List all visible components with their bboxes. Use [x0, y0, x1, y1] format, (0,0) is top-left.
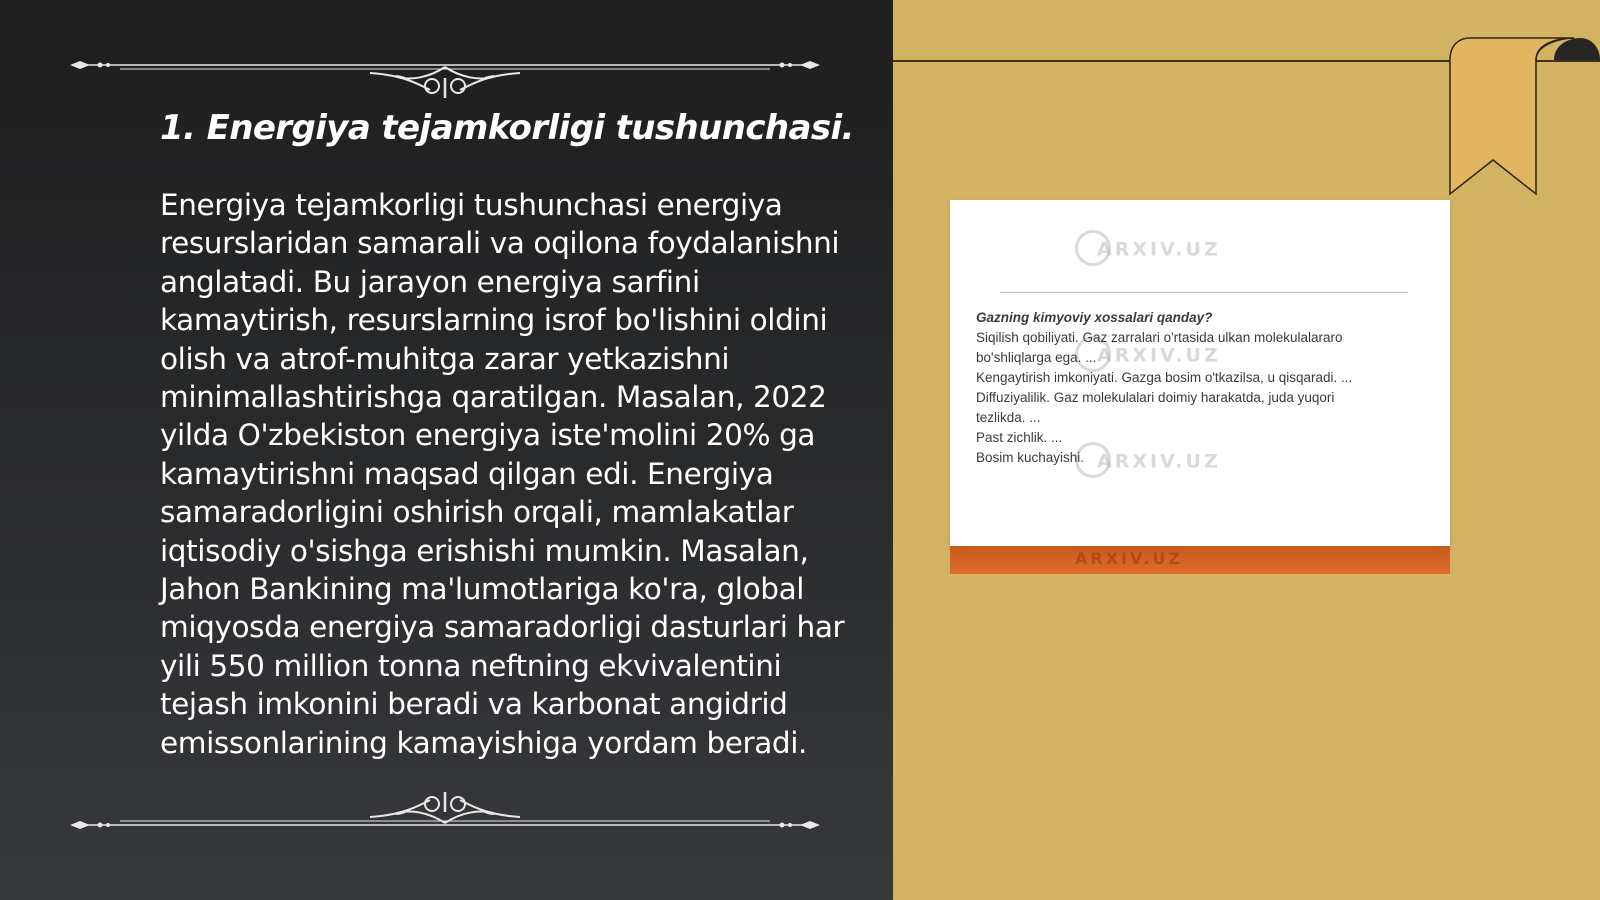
bottom-ornament-icon	[60, 780, 830, 840]
card-divider	[1000, 292, 1408, 293]
watermark-text: ARXIV.UZ	[1075, 549, 1183, 568]
card-line: Diffuziyalilik. Gaz molekulalari doimiy harakatda, juda yuqori	[976, 390, 1335, 405]
top-ornament-icon	[60, 40, 830, 100]
slide-body-text: Energiya tejamkorligi tushunchasi energiya resurslaridan samarali va oqilona foydalanishni anglatadi. Bu jarayon energiya sarfini kamaytirish, resurslarning isrof bo'lishini oldini olish va atrof-muhitga zarar yetkazishni minimallashtirishga qaratilgan. Masalan, 2022 yilda O'zbekiston energiya iste'molini 20% ga kamaytirishni maqsad qilgan edi. Energiya samaradorligini oshirish orqali, mamlakatlar iqtisodiy o'sishga erishishi mumkin. Masalan, Jahon Bankining ma'lumotlariga ko'ra, global miqyosda energiya samaradorligi dasturlari har yili 550 million tonna neftning ekvivalentini tejash imkonini beradi va karbonat angidrid emissonlarining kamayishiga yordam beradi.	[160, 188, 845, 760]
embedded-image-card	[950, 200, 1450, 546]
magnifier-icon	[1075, 230, 1111, 266]
slide-title: 1. Energiya tejamkorligi tushunchasi.	[160, 108, 854, 148]
card-line: Past zichlik. ...	[976, 430, 1063, 445]
card-heading: Gazning kimyoviy xossalari qanday?	[976, 310, 1213, 325]
card-footer-bar	[950, 546, 1450, 574]
card-line: tezlikda. ...	[976, 410, 1041, 425]
card-line: Bosim kuchayishi.	[976, 450, 1085, 465]
card-content	[976, 308, 1416, 468]
watermark-text: ARXIV.UZ	[1075, 338, 1221, 374]
watermark-text: ARXIV.UZ	[1075, 232, 1221, 268]
card-line: bo'shliqlarga ega. ...	[976, 350, 1097, 365]
watermark-text: ARXIV.UZ	[1075, 444, 1221, 480]
card-line: Siqilish qobiliyati. Gaz zarralari o'rtasida ulkan molekulalararo	[976, 330, 1343, 345]
card-line: Kengaytirish imkoniyati. Gazga bosim o'tkazilsa, u qisqaradi. ...	[976, 370, 1353, 385]
bookmark-ribbon-icon	[1430, 34, 1600, 204]
